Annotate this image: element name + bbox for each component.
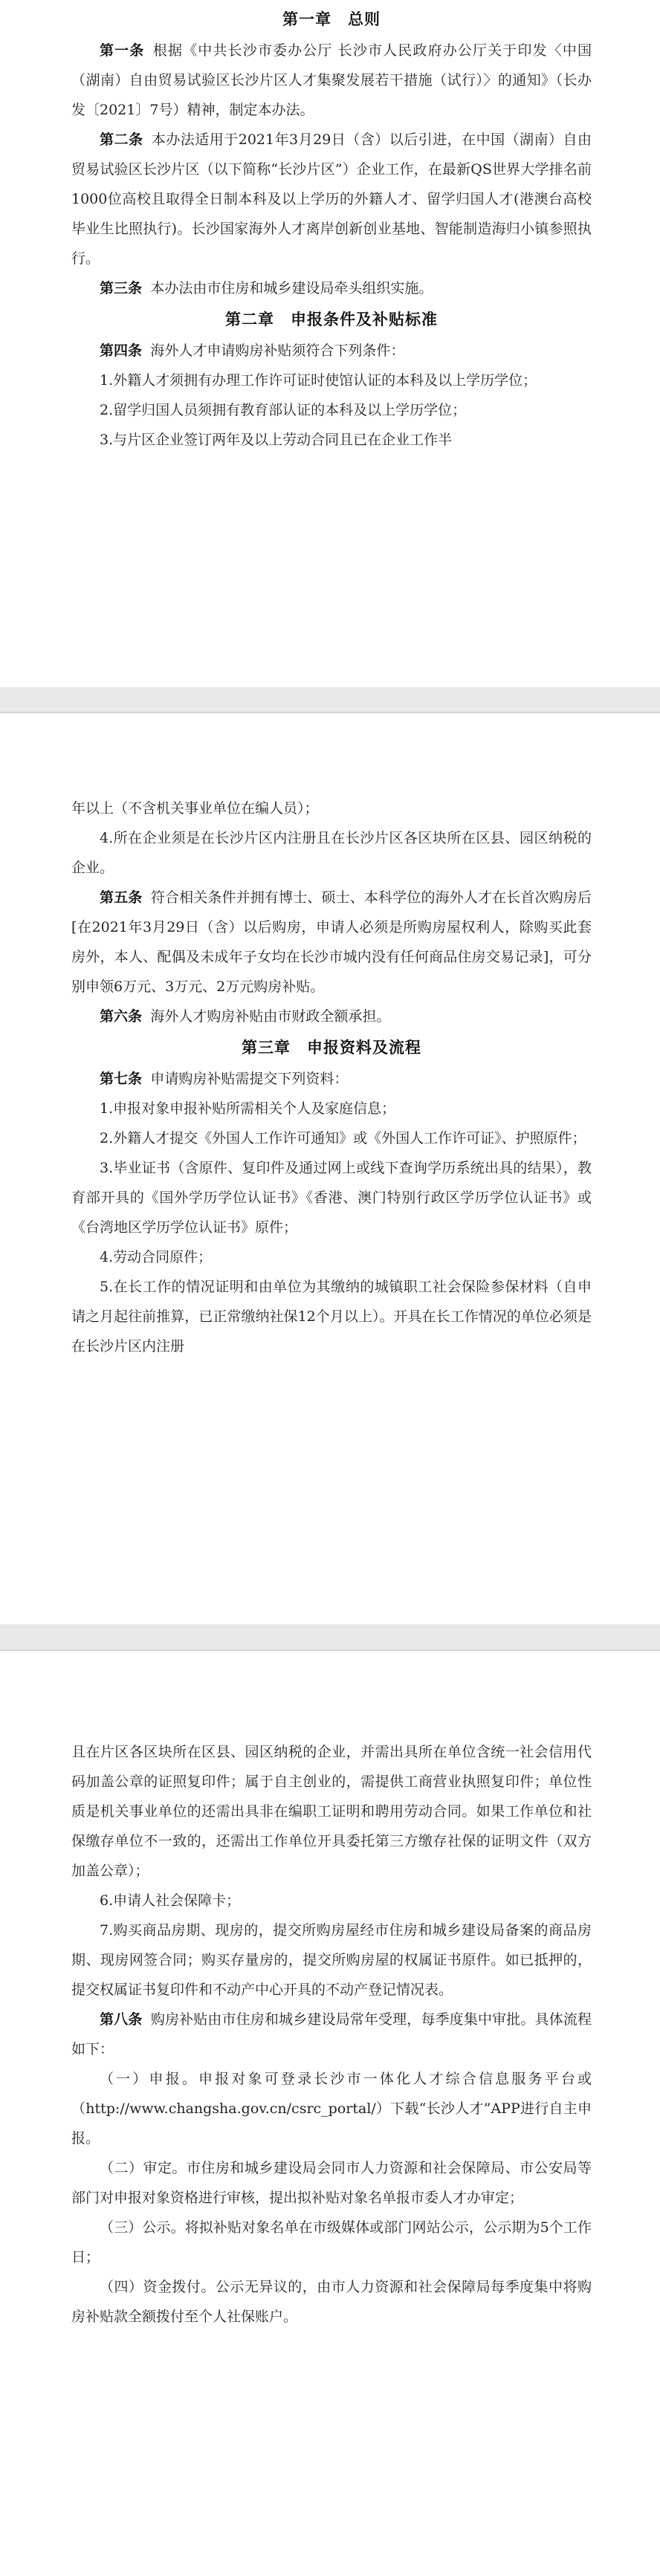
article-7-item: 6.申请人社会保障卡； xyxy=(100,1892,241,1909)
article-8-label: 第八条 xyxy=(100,2011,143,2028)
article-2 xyxy=(71,125,592,273)
article-4-item: 3.与片区企业签订两年及以上劳动合同且已在企业工作半 xyxy=(100,432,453,448)
article-1-text: 根据《中共长沙市委办公厅 长沙市人民政府办公厅关于印发〈中国（湖南）自由贸易试验区长沙片区人才集聚发展若干措施（试行）〉的通知》（长办发〔2021〕7号）精神，制定本办法。 xyxy=(71,42,592,118)
article-1 xyxy=(71,36,592,125)
chapter-3-title: 第三章 申报资料及流程 xyxy=(242,1039,421,1057)
article-2-label: 第二条 xyxy=(100,132,143,148)
article-7-item-continued: 且在片区各区块所在区县、园区纳税的企业，并需出具所在单位含统一社会信用代码加盖公章的证照复印件；属于自主创业的，需提供工商营业执照复印件；单位性质是机关事业单位的还需出具非在编职工证明和聘用劳动合同。如果工作单位和社保缴存单位不一致的，还需出工作单位开具委托第三方缴存社保的证明文件（双方加盖公章）； xyxy=(71,1744,592,1879)
article-4-item-continued: 年以上（不含机关事业单位在编人员）； xyxy=(71,800,319,817)
article-8-step: （一）申报。申报对象可登录长沙市一体化人才综合信息服务平台或（http://www.changsha.gov.cn/csrc_portal/）下载“长沙人才”APP进行自主申报。 xyxy=(71,2071,592,2147)
chapter-1-title: 第一章 总则 xyxy=(282,10,381,28)
article-3 xyxy=(71,273,592,303)
article-4-label: 第四条 xyxy=(100,343,143,359)
chapter-2-title: 第二章 申报条件及补贴标准 xyxy=(225,311,438,328)
article-1-label: 第一条 xyxy=(100,42,145,59)
article-8-step: （三）公示。将拟补贴对象名单在市级媒体或部门网站公示，公示期为5个工作日； xyxy=(71,2219,592,2265)
article-7 xyxy=(71,1064,592,1094)
article-8-step: （二）审定。市住房和城乡建设局会同市人力资源和社会保障局、市公安局等部门对申报对象资格进行审核，提出拟补贴对象名单报市委人才办审定； xyxy=(71,2160,592,2206)
article-7-item: 3.毕业证书（含原件、复印件及通过网上或线下查询学历系统出具的结果），教育部开具的《国外学历学位认证书》《香港、澳门特别行政区学历学位认证书》或《台湾地区学历学位认证书》原件； xyxy=(71,1160,592,1236)
article-6-text: 海外人才购房补贴由市财政全额承担。 xyxy=(150,1008,391,1025)
article-3-label: 第三条 xyxy=(100,280,143,296)
article-4-item: 4.所在企业须是在长沙片区内注册且在长沙片区各区块所在区县、园区纳税的企业。 xyxy=(71,830,592,876)
article-4-item: 2.留学归国人员须拥有教育部认证的本科及以上学历学位； xyxy=(100,402,467,418)
article-5-label: 第五条 xyxy=(100,889,143,906)
article-6-label: 第六条 xyxy=(100,1008,143,1025)
article-8-text: 购房补贴由市住房和城乡建设局常年受理，每季度集中审批。具体流程如下： xyxy=(71,2011,592,2057)
article-3-text: 本办法由市住房和城乡建设局牵头组织实施。 xyxy=(150,280,433,296)
article-8-step: （四）资金拨付。公示无异议的，由市人力资源和社会保障局每季度集中将购房补贴款全额拨付至个人社保账户。 xyxy=(71,2279,592,2325)
article-7-text: 申请购房补贴需提交下列资料： xyxy=(150,1071,349,1087)
document-page-3 xyxy=(0,1651,660,2576)
document-page-1 xyxy=(0,0,660,687)
article-7-item: 4.劳动合同原件； xyxy=(100,1249,213,1265)
article-4 xyxy=(71,336,592,366)
article-6 xyxy=(71,1002,592,1031)
article-7-item: 5.在长工作的情况证明和由单位为其缴纳的城镇职工社会保险参保材料（自申请之月起往前推算，已正常缴纳社保12个月以上）。开具在长工作情况的单位必须是在长沙片区内注册 xyxy=(71,1279,592,1354)
article-7-item: 7.购买商品房期、现房的，提交所购房屋经市住房和城乡建设局备案的商品房期、现房网签合同；购买存量房的，提交所购房屋的权属证书原件。如已抵押的，提交权属证书复印件和不动产中心开具的不动产登记情况表。 xyxy=(71,1922,592,1998)
article-4-text: 海外人才申请购房补贴须符合下列条件： xyxy=(150,343,405,359)
article-7-item: 1.申报对象申报补贴所需相关个人及家庭信息； xyxy=(100,1100,396,1117)
article-4-item: 1.外籍人才须拥有办理工作许可证时使馆认证的本科及以上学历学位； xyxy=(100,372,537,389)
article-7-label: 第七条 xyxy=(100,1071,143,1087)
article-5 xyxy=(71,883,592,1002)
article-7-item: 2.外籍人才提交《外国人工作许可通知》或《外国人工作许可证》、护照原件； xyxy=(100,1130,586,1146)
document-page-2 xyxy=(0,713,660,1624)
article-2-text: 本办法适用于2021年3月29日（含）以后引进，在中国（湖南）自由贸易试验区长沙片区（以下简称“长沙片区”）企业工作，在最新QS世界大学排名前1000位高校且取得全日制本科及以上学历的外籍人才、留学归国人才(港澳台高校毕业生比照执行)。长沙国家海外人才离岸创新创业基地、智能制造海归小镇参照执行。 xyxy=(71,132,592,267)
article-8 xyxy=(71,2005,592,2064)
article-5-text: 符合相关条件并拥有博士、硕士、本科学位的海外人才在长首次购房后[在2021年3月29日（含）以后购房，申请人必须是所购房屋权利人，除购买此套房外，本人、配偶及未成年子女均在长沙市城内没有任何商品住房交易记录]，可分别申领6万元、3万元、2万元购房补贴。 xyxy=(71,889,592,995)
